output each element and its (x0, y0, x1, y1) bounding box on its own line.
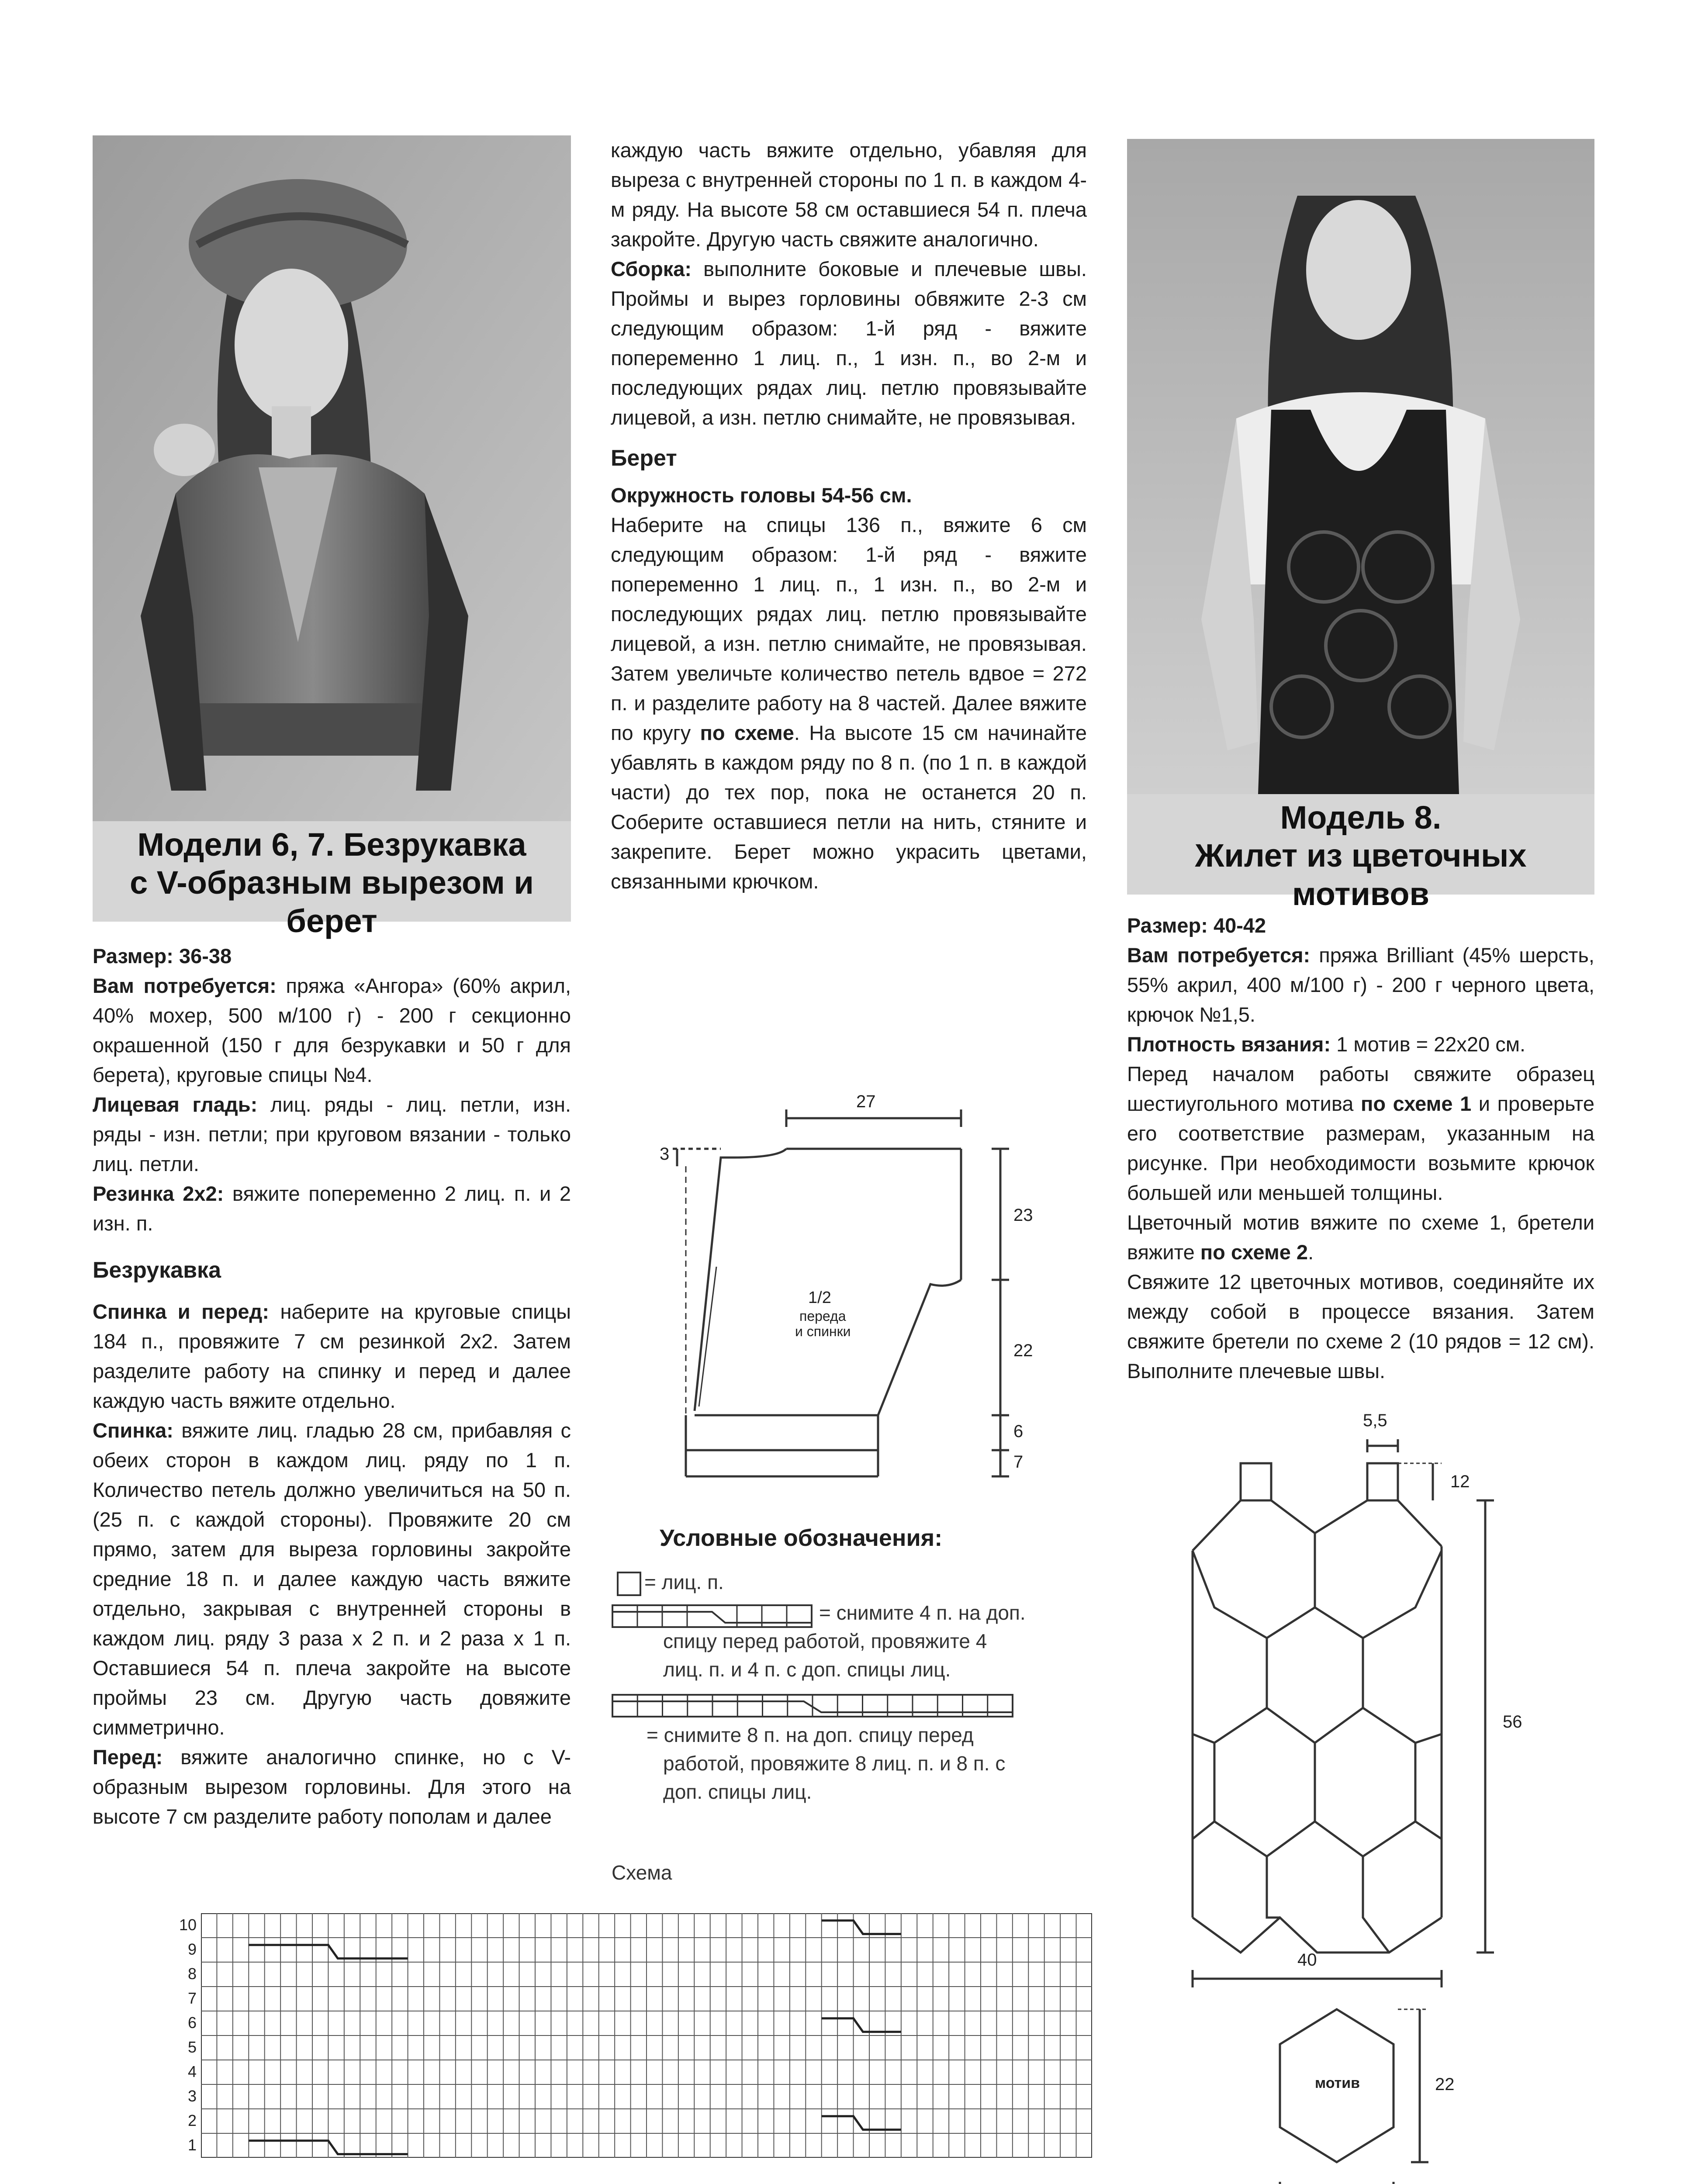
chart-row-label: 2 (187, 2111, 197, 2129)
column-1 (93, 941, 571, 1832)
piece-label-1: 1/2 (808, 1289, 831, 1307)
knitting-chart (175, 1909, 1096, 2180)
dim-band-upper: 6 (1013, 1422, 1024, 1441)
cable-4-line-2: спицу перед работой, провяжите 4 (663, 1630, 987, 1652)
motif-label: мотив (1315, 2075, 1360, 2091)
chart-row-label: 10 (179, 1916, 197, 1934)
dim-strap-height: 12 (1450, 1472, 1470, 1491)
p1-bold: по схеме 1 (1360, 1092, 1472, 1115)
dim-strap-width: 5,5 (1363, 1411, 1387, 1430)
vest-diagram (1171, 1411, 1590, 1987)
cable-8-line-2: работой, провяжите 8 лиц. п. и 8 п. с (663, 1752, 1006, 1775)
chart-row-label: 8 (187, 1965, 197, 1983)
p2-bold: по схеме 2 (1200, 1241, 1308, 1264)
stockinette-label: Лицевая гладь: (93, 1093, 258, 1116)
beret-text-b: . На высоте 15 см начинайте убавлять в каждом ряду по 8 п. (по 1 п. в каждой части) до тех пор, пока не останется 20 п. Соберите оставшиеся петли на нить, стяните и закрепите. Берет можно украсить цветами, связанными крючком. (611, 721, 1087, 893)
gauge-text: 1 мотив = 22х20 см. (1331, 1033, 1526, 1056)
model-8-caption (1127, 794, 1594, 912)
piece-label-2: переда (799, 1308, 846, 1324)
vest-heading: Безрукавка (93, 1258, 221, 1283)
cable-4-symbol (612, 1603, 813, 1629)
rib-label: Резинка 2х2: (93, 1182, 224, 1205)
assembly-text: выполните боковые и плечевые швы. Проймы и вырез горловины обвяжите 2-3 см следующим образом: 1-й ряд - вяжите попеременно 1 лиц. п., 1 изн. п., во 2-м и последующих рядах лиц. петлю провязывайте лицевой, а изн. петлю снимайте, не провязывая. (611, 257, 1087, 429)
cable-8-line-1: = снимите 8 п. на доп. спицу перед (647, 1724, 974, 1746)
caption-line-1: Модели 6, 7. Безрукавка (137, 826, 526, 863)
beret-bold: по схеме (700, 721, 794, 744)
size-label: Размер: 36-38 (93, 944, 232, 968)
cable-4-line-3: лиц. п. и 4 п. с доп. спицы лиц. (663, 1658, 951, 1681)
beret-text-a: Наберите на спицы 136 п., вяжите 6 см следующим образом: 1-й ряд - вяжите попеременно 1 лиц. п., 1 изн. п., во 2-м и последующих рядах лиц. петлю провязывайте лицевой, а изн. петлю снимайте, не провязывая. Затем увеличьте количество петель вдвое = 272 п. и разделите работу на 8 частей. Далее вяжите по кругу (611, 513, 1087, 744)
materials-text: пряжа Brilliant (45% шерсть, 55% акрил, 400 м/100 г) - 200 г черного цвета, крючок №1,5. (1127, 943, 1594, 1026)
chart-row-label: 5 (187, 2038, 197, 2056)
materials-label: Вам потребуется: (1127, 943, 1311, 967)
dim-top-width: 27 (856, 1092, 876, 1111)
knit-symbol (617, 1572, 641, 1596)
back-text: вяжите лиц. гладью 28 см, прибавляя с обеих сторон в каждом лиц. ряду по 1 п. Количество петель должно увеличиться на 50 п. (25 п. с каждой стороны). Провяжите 20 см прямо, затем для выреза горловины закройте средние 18 п. и далее каждую часть вяжите отдельно, закрывая с внутренней стороны в каждом лиц. ряду 3 раза х 2 п. и 2 раза х 1 п. Оставшиеся 54 п. плеча закройте на высоте проймы 23 см. Другую часть довяжите симметрично. (93, 1419, 571, 1739)
chart-row-label: 7 (187, 1989, 197, 2007)
model-8-photo (1127, 139, 1594, 794)
column-3 (1127, 911, 1594, 1386)
dim-neck-drop: 3 (660, 1144, 670, 1164)
motif-diagram (1267, 1992, 1511, 2184)
p2-text-b: . (1308, 1241, 1314, 1264)
back-front-text: наберите на круговые спицы 184 п., провяжите 7 см резинкой 2х2. Затем разделите работу на спинку и перед и далее каждую часть вяжите отдельно. (93, 1300, 571, 1412)
dim-motif-height: 22 (1435, 2075, 1455, 2094)
beret-heading: Берет (611, 446, 677, 471)
materials-label: Вам потребуется: (93, 974, 277, 997)
model-6-7-caption (93, 821, 571, 939)
back-front-label: Спинка и перед: (93, 1300, 270, 1323)
pattern-piece-diagram (660, 1083, 1044, 1503)
stockinette-text: лиц. ряды - лиц. петли, изн. ряды - изн. петли; при круговом вязании - только лиц. петли. (93, 1093, 571, 1175)
chart-row-label: 9 (187, 1940, 197, 1958)
rib-text: вяжите попеременно 2 лиц. п. и 2 изн. п. (93, 1182, 571, 1235)
column-2 (611, 135, 1087, 896)
chart-row-label: 4 (187, 2063, 197, 2080)
chart-label: Схема (612, 1861, 672, 1884)
materials-text: пряжа «Ангора» (60% акрил, 40% мохер, 500 м/100 г) - 200 г секционно окрашенной (150 г для безрукавки и 50 г для берета), круговые спицы №4. (93, 974, 571, 1086)
knit-text: = лиц. п. (644, 1571, 724, 1593)
legend (612, 1524, 1092, 1830)
front-text: вяжите аналогично спинке, но с V-образным вырезом горловины. Для этого на высоте 7 см разделите работу пополам и далее (93, 1745, 571, 1828)
model-6-7-photo (93, 135, 571, 821)
chart-row-label: 6 (187, 2014, 197, 2032)
assembly-label: Сборка: (611, 257, 692, 280)
front-label: Перед: (93, 1745, 163, 1769)
head-size-label: Окружность головы 54-56 см. (611, 484, 912, 507)
cable-8-symbol (612, 1693, 1013, 1719)
dim-armhole: 23 (1013, 1206, 1033, 1225)
gauge-label: Плотность вязания: (1127, 1033, 1331, 1056)
p2-text-a: Цветочный мотив вяжите по схеме 1, бретели вяжите (1127, 1211, 1594, 1264)
caption-line-2: Жилет из цветочных мотивов (1195, 837, 1527, 912)
dim-vest-height: 56 (1503, 1712, 1522, 1731)
piece-label-3: и спинки (795, 1324, 851, 1339)
caption-line-2: с V-образным вырезом и берет (130, 864, 534, 939)
cable-4-line-1: = снимите 4 п. на доп. (819, 1601, 1026, 1624)
dim-body: 22 (1013, 1341, 1033, 1360)
legend-title: Условные обозначения: (660, 1525, 943, 1551)
p1-text-b: и проверьте его соответствие размерам, указанным на рисунке. При необходимости возьмите крючок большей или меньшей толщины. (1127, 1092, 1594, 1204)
dim-band-lower: 7 (1013, 1452, 1024, 1472)
chart-row-label: 1 (187, 2136, 197, 2154)
dim-vest-width: 40 (1297, 1950, 1317, 1970)
size-label: Размер: 40-42 (1127, 914, 1266, 937)
back-label: Спинка: (93, 1419, 173, 1442)
caption-line-1: Модель 8. (1280, 799, 1442, 836)
continued-text: каждую часть вяжите отдельно, убавляя для выреза с внутренней стороны по 1 п. в каждом 4-м ряду. На высоте 58 см оставшиеся 54 п. плеча закройте. Другую часть свяжите аналогично. (611, 138, 1087, 251)
cable-8-line-3: доп. спицы лиц. (663, 1780, 812, 1803)
p3-text: Свяжите 12 цветочных мотивов, соединяйте их между собой в процессе вязания. Затем свяжите бретели по схеме 2 (10 рядов = 12 см). Выполните плечевые швы. (1127, 1270, 1594, 1382)
chart-row-label: 3 (187, 2087, 197, 2105)
p1-text-a: Перед началом работы свяжите образец шестиугольного мотива (1127, 1062, 1594, 1115)
